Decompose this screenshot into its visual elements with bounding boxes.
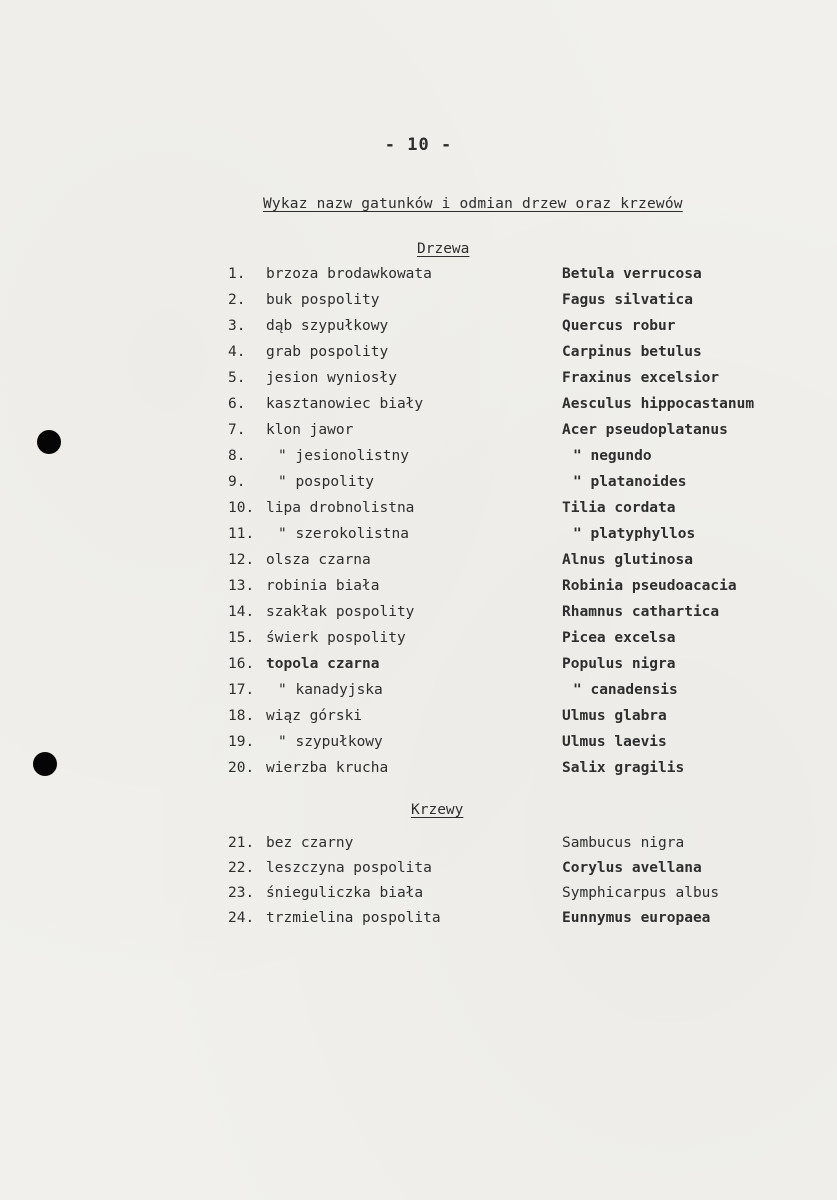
latin-name: Betula verrucosa — [562, 266, 702, 282]
latin-name: Picea excelsa — [562, 630, 676, 646]
list-item — [0, 885, 837, 911]
polish-name: robinia biała — [266, 578, 380, 594]
list-item — [0, 422, 837, 448]
list-item — [0, 835, 837, 861]
list-item — [0, 500, 837, 526]
list-item — [0, 630, 837, 656]
item-number: 16. — [228, 656, 255, 672]
polish-name: bez czarny — [266, 835, 354, 851]
latin-name: Populus nigra — [562, 656, 676, 672]
polish-name: leszczyna pospolita — [266, 860, 432, 876]
polish-name: lipa drobnolistna — [266, 500, 415, 516]
list-item — [0, 860, 837, 886]
latin-name: Rhamnus cathartica — [562, 604, 720, 620]
latin-name: " canadensis — [573, 682, 678, 698]
item-number: 21. — [228, 835, 255, 851]
item-number: 2. — [228, 292, 246, 308]
latin-name: Aesculus hippocastanum — [562, 396, 755, 412]
list-item — [0, 344, 837, 370]
list-item — [0, 760, 837, 786]
latin-name: Eunnymus europaea — [562, 910, 711, 926]
list-item — [0, 318, 837, 344]
item-number: 9. — [228, 474, 246, 490]
latin-name: " negundo — [573, 448, 652, 464]
item-number: 14. — [228, 604, 255, 620]
item-number: 17. — [228, 682, 255, 698]
latin-name: Quercus robur — [562, 318, 676, 334]
document-title: Wykaz nazw gatunków i odmian drzew oraz krzewów — [263, 196, 683, 212]
latin-name: Robinia pseudoacacia — [562, 578, 737, 594]
polish-name: " szerokolistna — [278, 526, 409, 542]
polish-name: jesion wyniosły — [266, 370, 397, 386]
item-number: 13. — [228, 578, 255, 594]
section-heading-trees: Drzewa — [417, 241, 470, 257]
list-item — [0, 656, 837, 682]
list-item — [0, 734, 837, 760]
latin-name: Fraxinus excelsior — [562, 370, 720, 386]
item-number: 7. — [228, 422, 246, 438]
list-item — [0, 578, 837, 604]
item-number: 24. — [228, 910, 255, 926]
polish-name: grab pospolity — [266, 344, 389, 360]
list-item — [0, 682, 837, 708]
item-number: 8. — [228, 448, 246, 464]
latin-name: Sambucus nigra — [562, 835, 685, 851]
item-number: 19. — [228, 734, 255, 750]
polish-name: buk pospolity — [266, 292, 380, 308]
list-item — [0, 370, 837, 396]
latin-name: Tilia cordata — [562, 500, 676, 516]
list-item — [0, 708, 837, 734]
item-number: 1. — [228, 266, 246, 282]
list-item — [0, 604, 837, 630]
polish-name: olsza czarna — [266, 552, 371, 568]
item-number: 5. — [228, 370, 246, 386]
latin-name: Fagus silvatica — [562, 292, 693, 308]
list-item — [0, 266, 837, 292]
item-number: 18. — [228, 708, 255, 724]
item-number: 3. — [228, 318, 246, 334]
polish-name: kasztanowiec biały — [266, 396, 424, 412]
polish-name: szakłak pospolity — [266, 604, 415, 620]
polish-name: wiąz górski — [266, 708, 363, 724]
polish-name: " kanadyjska — [278, 682, 383, 698]
list-item — [0, 474, 837, 500]
list-item — [0, 448, 837, 474]
latin-name: Salix gragilis — [562, 760, 685, 776]
latin-name: Symphicarpus albus — [562, 885, 720, 901]
latin-name: Corylus avellana — [562, 860, 702, 876]
polish-name: wierzba krucha — [266, 760, 389, 776]
list-item — [0, 526, 837, 552]
polish-name: " pospolity — [278, 474, 375, 490]
item-number: 23. — [228, 885, 255, 901]
polish-name: klon jawor — [266, 422, 354, 438]
item-number: 4. — [228, 344, 246, 360]
page-number: - 10 - — [384, 135, 453, 155]
polish-name: topola czarna — [266, 656, 380, 672]
item-number: 11. — [228, 526, 255, 542]
latin-name: " platyphyllos — [573, 526, 696, 542]
latin-name: Alnus glutinosa — [562, 552, 693, 568]
list-item — [0, 552, 837, 578]
polish-name: brzoza brodawkowata — [266, 266, 432, 282]
polish-name: świerk pospolity — [266, 630, 406, 646]
latin-name: Acer pseudoplatanus — [562, 422, 728, 438]
latin-name: Carpinus betulus — [562, 344, 702, 360]
item-number: 20. — [228, 760, 255, 776]
item-number: 22. — [228, 860, 255, 876]
item-number: 10. — [228, 500, 255, 516]
list-item — [0, 396, 837, 422]
polish-name: trzmielina pospolita — [266, 910, 441, 926]
polish-name: " jesionolistny — [278, 448, 409, 464]
latin-name: Ulmus laevis — [562, 734, 667, 750]
item-number: 6. — [228, 396, 246, 412]
latin-name: " platanoides — [573, 474, 687, 490]
polish-name: dąb szypułkowy — [266, 318, 389, 334]
item-number: 15. — [228, 630, 255, 646]
latin-name: Ulmus glabra — [562, 708, 667, 724]
polish-name: śnieguliczka biała — [266, 885, 424, 901]
section-heading-shrubs: Krzewy — [411, 802, 464, 818]
item-number: 12. — [228, 552, 255, 568]
polish-name: " szypułkowy — [278, 734, 383, 750]
list-item — [0, 910, 837, 936]
list-item — [0, 292, 837, 318]
